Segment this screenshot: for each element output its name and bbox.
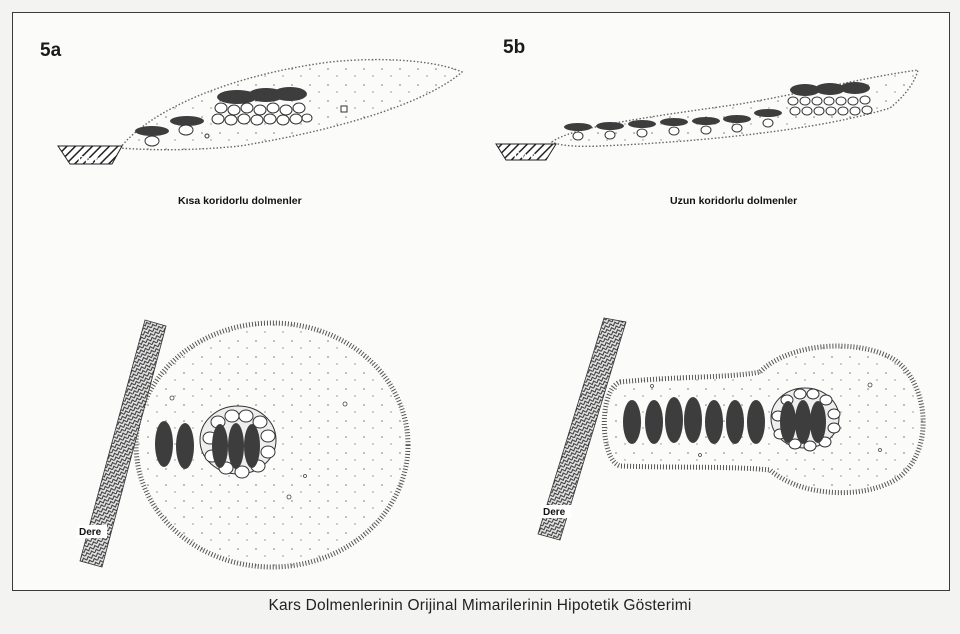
figure-caption: Kars Dolmenlerinin Orijinal Mimarilerinin Hipotetik Gösterimi	[268, 597, 692, 614]
chamber-core-slabs-5b	[780, 400, 826, 444]
stream-label-5a-elevation: Dere	[78, 155, 101, 166]
stream-label-5b-plan: Dere	[543, 507, 566, 518]
caption-long-corridor: Uzun koridorlu dolmenler	[670, 195, 798, 207]
stream-label-5b-elevation: Dere	[514, 151, 537, 162]
panel-5a-plan	[80, 320, 408, 567]
chamber-core-slabs-5a	[212, 423, 260, 469]
panel-5b-plan	[538, 318, 923, 540]
stream-label-5b-plan-box	[541, 505, 571, 518]
panel-label-5a: 5a	[40, 40, 62, 61]
stream-label-5a-plan-box	[77, 525, 107, 538]
panel-5b-elevation	[496, 70, 918, 160]
panel-label-5b: 5b	[503, 37, 526, 58]
stream-label-5a-plan: Dere	[79, 527, 102, 538]
tumulus-mound-5a	[120, 60, 462, 150]
panel-5a-elevation	[58, 60, 462, 164]
caption-short-corridor: Kısa koridorlu dolmenler	[178, 195, 302, 207]
